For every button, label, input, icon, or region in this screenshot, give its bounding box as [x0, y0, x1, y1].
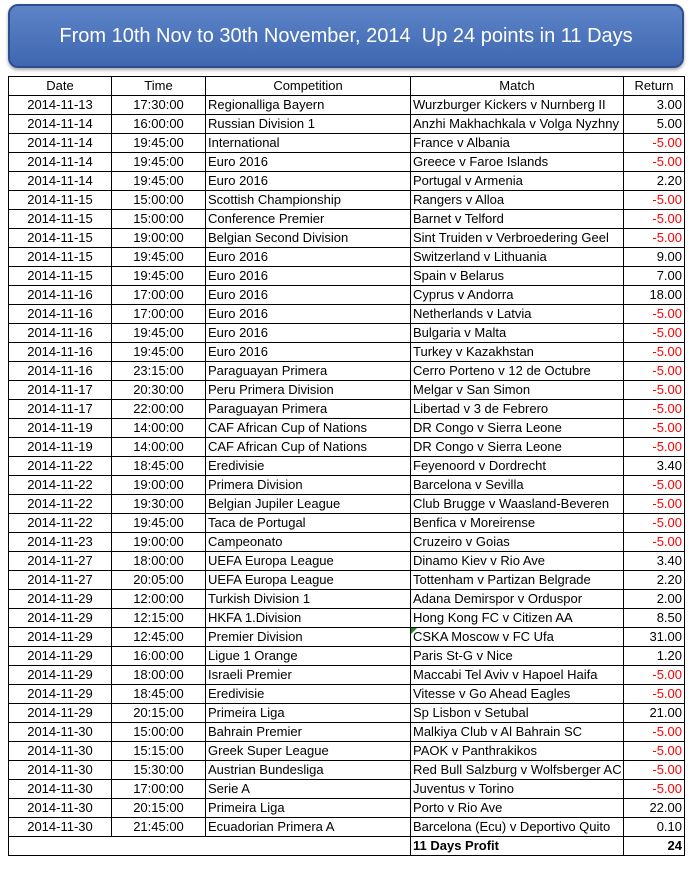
cell-time: 14:00:00 [112, 419, 206, 438]
cell-match: Melgar v San Simon [411, 381, 624, 400]
cell-competition: Taca de Portugal [206, 514, 411, 533]
cell-date: 2014-11-29 [9, 666, 112, 685]
cell-date: 2014-11-30 [9, 780, 112, 799]
cell-time: 20:30:00 [112, 381, 206, 400]
cell-date: 2014-11-16 [9, 324, 112, 343]
cell-competition: HKFA 1.Division [206, 609, 411, 628]
cell-competition: CAF African Cup of Nations [206, 419, 411, 438]
cell-match: Maccabi Tel Aviv v Hapoel Haifa [411, 666, 624, 685]
cell-return: -5.00 [624, 419, 685, 438]
cell-date: 2014-11-22 [9, 457, 112, 476]
total-label: 11 Days Profit [411, 837, 624, 856]
table-row [9, 305, 685, 324]
cell-return: 0.10 [624, 818, 685, 837]
cell-competition: Bahrain Premier [206, 723, 411, 742]
cell-competition: UEFA Europa League [206, 571, 411, 590]
column-header-date: Date [9, 77, 112, 96]
cell-match: Netherlands v Latvia [411, 305, 624, 324]
cell-time: 16:00:00 [112, 647, 206, 666]
cell-match: Juventus v Torino [411, 780, 624, 799]
cell-return: 3.40 [624, 457, 685, 476]
cell-time: 18:45:00 [112, 685, 206, 704]
table-row [9, 514, 685, 533]
cell-date: 2014-11-13 [9, 96, 112, 115]
cell-return: -5.00 [624, 476, 685, 495]
cell-competition: Belgian Second Division [206, 229, 411, 248]
cell-match: Cerro Porteno v 12 de Octubre [411, 362, 624, 381]
cell-match: Hong Kong FC v Citizen AA [411, 609, 624, 628]
page-title: From 10th Nov to 30th November, 2014 Up 24 points in 11 Days [59, 24, 633, 47]
cell-match: Barnet v Telford [411, 210, 624, 229]
cell-competition: Conference Premier [206, 210, 411, 229]
column-header-return: Return [624, 77, 685, 96]
cell-return: 1.20 [624, 647, 685, 666]
column-header-time: Time [112, 77, 206, 96]
table-row [9, 229, 685, 248]
cell-return: 8.50 [624, 609, 685, 628]
cell-time: 18:00:00 [112, 552, 206, 571]
cell-match: Porto v Rio Ave [411, 799, 624, 818]
cell-date: 2014-11-23 [9, 533, 112, 552]
cell-date: 2014-11-17 [9, 400, 112, 419]
header-row [9, 77, 685, 96]
table-row [9, 818, 685, 837]
cell-date: 2014-11-19 [9, 438, 112, 457]
cell-competition: Israeli Premier [206, 666, 411, 685]
cell-time: 21:45:00 [112, 818, 206, 837]
total-row [9, 837, 685, 856]
cell-match: Barcelona v Sevilla [411, 476, 624, 495]
cell-match: Spain v Belarus [411, 267, 624, 286]
cell-competition: Ligue 1 Orange [206, 647, 411, 666]
title-banner [8, 4, 684, 68]
cell-return: -5.00 [624, 210, 685, 229]
cell-match: PAOK v Panthrakikos [411, 742, 624, 761]
cell-match: Switzerland v Lithuania [411, 248, 624, 267]
cell-time: 20:05:00 [112, 571, 206, 590]
cell-return: -5.00 [624, 191, 685, 210]
cell-return: 2.20 [624, 571, 685, 590]
cell-time: 19:00:00 [112, 476, 206, 495]
cell-match: Cruzeiro v Goias [411, 533, 624, 552]
cell-time: 14:00:00 [112, 438, 206, 457]
cell-competition: Greek Super League [206, 742, 411, 761]
cell-time: 19:45:00 [112, 343, 206, 362]
table-row [9, 457, 685, 476]
cell-match: DR Congo v Sierra Leone [411, 419, 624, 438]
cell-return: -5.00 [624, 381, 685, 400]
table-row [9, 799, 685, 818]
cell-date: 2014-11-30 [9, 723, 112, 742]
cell-return: -5.00 [624, 134, 685, 153]
cell-match: Anzhi Makhachkala v Volga Nyzhny [411, 115, 624, 134]
cell-match: Bulgaria v Malta [411, 324, 624, 343]
cell-match: Portugal v Armenia [411, 172, 624, 191]
table-row [9, 115, 685, 134]
cell-match: Paris St-G v Nice [411, 647, 624, 666]
cell-return: -5.00 [624, 533, 685, 552]
cell-time: 20:15:00 [112, 704, 206, 723]
table-row [9, 476, 685, 495]
table-row [9, 438, 685, 457]
cell-date: 2014-11-15 [9, 229, 112, 248]
cell-date: 2014-11-29 [9, 685, 112, 704]
cell-competition: Belgian Jupiler League [206, 495, 411, 514]
table-row [9, 647, 685, 666]
cell-competition: Primera Division [206, 476, 411, 495]
cell-return: 5.00 [624, 115, 685, 134]
cell-date: 2014-11-16 [9, 362, 112, 381]
table-row [9, 609, 685, 628]
cell-return: -5.00 [624, 495, 685, 514]
cell-match: Cyprus v Andorra [411, 286, 624, 305]
cell-competition: Russian Division 1 [206, 115, 411, 134]
cell-time: 12:00:00 [112, 590, 206, 609]
cell-match: Greece v Faroe Islands [411, 153, 624, 172]
cell-date: 2014-11-29 [9, 628, 112, 647]
cell-time: 19:00:00 [112, 229, 206, 248]
table-row [9, 267, 685, 286]
cell-competition: Primeira Liga [206, 799, 411, 818]
cell-return: -5.00 [624, 400, 685, 419]
cell-competition: Euro 2016 [206, 153, 411, 172]
cell-time: 23:15:00 [112, 362, 206, 381]
table-row [9, 210, 685, 229]
table-row [9, 761, 685, 780]
cell-match: Feyenoord v Dordrecht [411, 457, 624, 476]
cell-return: -5.00 [624, 229, 685, 248]
cell-competition: Primeira Liga [206, 704, 411, 723]
cell-competition: Peru Primera Division [206, 381, 411, 400]
cell-match: Sp Lisbon v Setubal [411, 704, 624, 723]
cell-match: Club Brugge v Waasland-Beveren [411, 495, 624, 514]
table-row [9, 134, 685, 153]
cell-time: 19:30:00 [112, 495, 206, 514]
cell-competition: Euro 2016 [206, 324, 411, 343]
cell-time: 15:15:00 [112, 742, 206, 761]
cell-return: 9.00 [624, 248, 685, 267]
cell-return: -5.00 [624, 666, 685, 685]
cell-date: 2014-11-29 [9, 590, 112, 609]
cell-return: -5.00 [624, 685, 685, 704]
cell-return: 22.00 [624, 799, 685, 818]
table-row [9, 153, 685, 172]
cell-competition: Euro 2016 [206, 267, 411, 286]
cell-time: 17:30:00 [112, 96, 206, 115]
cell-date: 2014-11-14 [9, 115, 112, 134]
cell-competition: Euro 2016 [206, 305, 411, 324]
cell-match: Benfica v Moreirense [411, 514, 624, 533]
cell-return: -5.00 [624, 362, 685, 381]
cell-date: 2014-11-29 [9, 647, 112, 666]
cell-return: 3.40 [624, 552, 685, 571]
cell-return: 2.00 [624, 590, 685, 609]
cell-date: 2014-11-15 [9, 210, 112, 229]
cell-time: 15:00:00 [112, 191, 206, 210]
table-row [9, 381, 685, 400]
cell-return: -5.00 [624, 723, 685, 742]
cell-time: 19:45:00 [112, 514, 206, 533]
table-row [9, 286, 685, 305]
table-row [9, 552, 685, 571]
table-row [9, 723, 685, 742]
cell-time: 15:30:00 [112, 761, 206, 780]
cell-date: 2014-11-27 [9, 552, 112, 571]
cell-time: 20:15:00 [112, 799, 206, 818]
cell-return: -5.00 [624, 761, 685, 780]
table-row [9, 704, 685, 723]
cell-competition: Paraguayan Primera [206, 400, 411, 419]
column-header-competition: Competition [206, 77, 411, 96]
cell-competition: Turkish Division 1 [206, 590, 411, 609]
table-row [9, 780, 685, 799]
cell-match: France v Albania [411, 134, 624, 153]
cell-competition: Paraguayan Primera [206, 362, 411, 381]
cell-date: 2014-11-15 [9, 248, 112, 267]
table-row [9, 400, 685, 419]
cell-time: 16:00:00 [112, 115, 206, 134]
results-table [8, 76, 685, 856]
cell-competition: Euro 2016 [206, 343, 411, 362]
cell-match: Libertad v 3 de Febrero [411, 400, 624, 419]
cell-time: 19:45:00 [112, 134, 206, 153]
cell-match: Rangers v Alloa [411, 191, 624, 210]
cell-date: 2014-11-16 [9, 305, 112, 324]
cell-time: 19:00:00 [112, 533, 206, 552]
cell-time: 12:45:00 [112, 628, 206, 647]
cell-time: 19:45:00 [112, 248, 206, 267]
cell-date: 2014-11-14 [9, 153, 112, 172]
cell-date: 2014-11-29 [9, 704, 112, 723]
cell-competition: Premier Division [206, 628, 411, 647]
cell-time: 19:45:00 [112, 324, 206, 343]
cell-time: 17:00:00 [112, 780, 206, 799]
cell-time: 22:00:00 [112, 400, 206, 419]
cell-date: 2014-11-29 [9, 609, 112, 628]
cell-date: 2014-11-22 [9, 495, 112, 514]
cell-competition: Campeonato [206, 533, 411, 552]
cell-competition: Euro 2016 [206, 248, 411, 267]
cell-time: 15:00:00 [112, 723, 206, 742]
table-row [9, 96, 685, 115]
cell-match: Wurzburger Kickers v Nurnberg II [411, 96, 624, 115]
cell-time: 17:00:00 [112, 286, 206, 305]
cell-date: 2014-11-27 [9, 571, 112, 590]
table-row [9, 628, 685, 647]
cell-time: 19:45:00 [112, 172, 206, 191]
cell-match: Vitesse v Go Ahead Eagles [411, 685, 624, 704]
cell-return: -5.00 [624, 742, 685, 761]
table-row [9, 533, 685, 552]
cell-competition: Serie A [206, 780, 411, 799]
cell-date: 2014-11-22 [9, 514, 112, 533]
cell-return: 3.00 [624, 96, 685, 115]
column-header-match: Match [411, 77, 624, 96]
table-row [9, 590, 685, 609]
cell-date: 2014-11-22 [9, 476, 112, 495]
table-row [9, 495, 685, 514]
table-body [9, 96, 685, 837]
cell-date: 2014-11-30 [9, 742, 112, 761]
cell-match: Dinamo Kiev v Rio Ave [411, 552, 624, 571]
cell-return: 21.00 [624, 704, 685, 723]
table-row [9, 343, 685, 362]
cell-competition: Eredivisie [206, 685, 411, 704]
cell-return: -5.00 [624, 324, 685, 343]
cell-time: 18:00:00 [112, 666, 206, 685]
cell-time: 15:00:00 [112, 210, 206, 229]
cell-match: Adana Demirspor v Orduspor [411, 590, 624, 609]
cell-return: 2.20 [624, 172, 685, 191]
table-row [9, 419, 685, 438]
cell-return: -5.00 [624, 514, 685, 533]
cell-competition: Regionalliga Bayern [206, 96, 411, 115]
table-row [9, 685, 685, 704]
cell-date: 2014-11-30 [9, 761, 112, 780]
cell-match: Turkey v Kazakhstan [411, 343, 624, 362]
cell-competition: CAF African Cup of Nations [206, 438, 411, 457]
cell-competition: Euro 2016 [206, 286, 411, 305]
total-value: 24 [624, 837, 685, 856]
table-row [9, 362, 685, 381]
table-row [9, 191, 685, 210]
cell-time: 18:45:00 [112, 457, 206, 476]
cell-return: -5.00 [624, 438, 685, 457]
cell-date: 2014-11-14 [9, 172, 112, 191]
cell-return: 31.00 [624, 628, 685, 647]
cell-date: 2014-11-17 [9, 381, 112, 400]
table-row [9, 571, 685, 590]
cell-competition: International [206, 134, 411, 153]
cell-match: Tottenham v Partizan Belgrade [411, 571, 624, 590]
cell-time: 19:45:00 [112, 267, 206, 286]
cell-competition: Scottish Championship [206, 191, 411, 210]
cell-competition: Ecuadorian Primera A [206, 818, 411, 837]
cell-return: -5.00 [624, 780, 685, 799]
cell-competition: Euro 2016 [206, 172, 411, 191]
cell-match: Red Bull Salzburg v Wolfsberger AC [411, 761, 624, 780]
cell-date: 2014-11-19 [9, 419, 112, 438]
cell-date: 2014-11-16 [9, 343, 112, 362]
cell-return: -5.00 [624, 343, 685, 362]
cell-match: DR Congo v Sierra Leone [411, 438, 624, 457]
cell-time: 17:00:00 [112, 305, 206, 324]
cell-competition: Eredivisie [206, 457, 411, 476]
cell-match: Barcelona (Ecu) v Deportivo Quito [411, 818, 624, 837]
table-row [9, 248, 685, 267]
cell-return: -5.00 [624, 153, 685, 172]
table-row [9, 666, 685, 685]
cell-time: 12:15:00 [112, 609, 206, 628]
cell-competition: Austrian Bundesliga [206, 761, 411, 780]
cell-return: 7.00 [624, 267, 685, 286]
cell-match: CSKA Moscow v FC Ufa [411, 628, 624, 647]
cell-return: -5.00 [624, 305, 685, 324]
cell-date: 2014-11-15 [9, 191, 112, 210]
cell-return: 18.00 [624, 286, 685, 305]
table-row [9, 172, 685, 191]
cell-time: 19:45:00 [112, 153, 206, 172]
cell-date: 2014-11-30 [9, 818, 112, 837]
total-row-spacer [9, 837, 411, 856]
cell-competition: UEFA Europa League [206, 552, 411, 571]
table-row [9, 742, 685, 761]
table-row [9, 324, 685, 343]
cell-date: 2014-11-16 [9, 286, 112, 305]
cell-date: 2014-11-14 [9, 134, 112, 153]
cell-date: 2014-11-15 [9, 267, 112, 286]
cell-match: Malkiya Club v Al Bahrain SC [411, 723, 624, 742]
cell-date: 2014-11-30 [9, 799, 112, 818]
cell-match: Sint Truiden v Verbroedering Geel [411, 229, 624, 248]
